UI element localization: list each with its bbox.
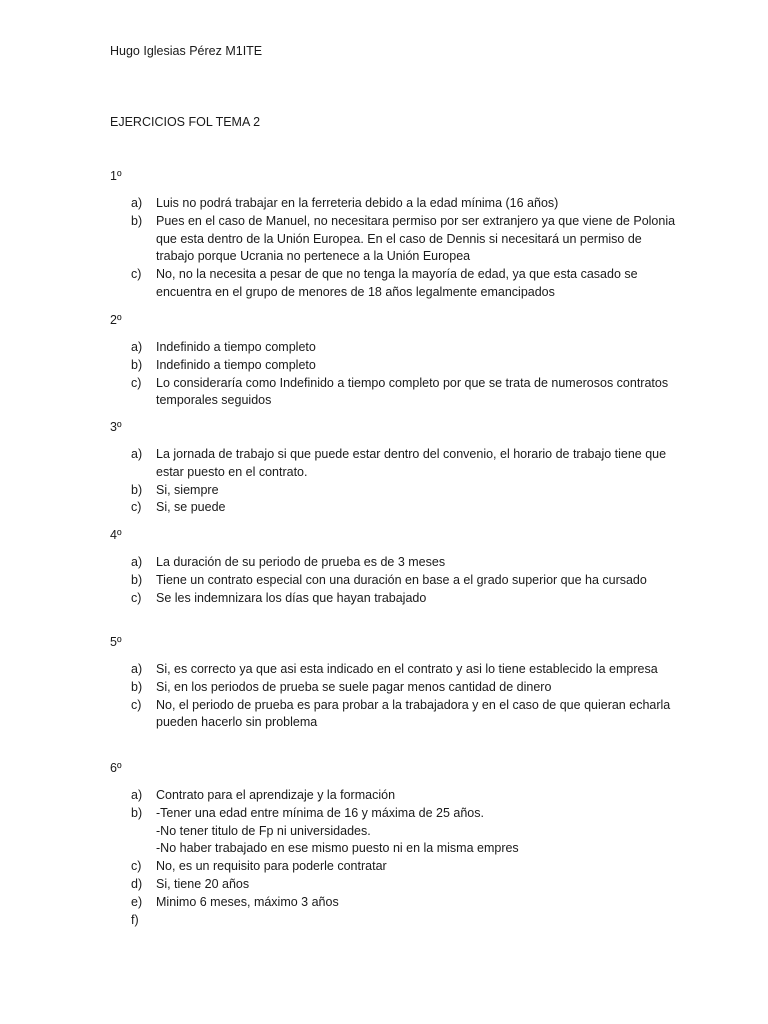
answer-marker: c) (131, 500, 142, 515)
answer-item (0, 912, 676, 930)
answer-marker: f) (131, 912, 139, 927)
answer-text: Si, tiene 20 años (156, 876, 250, 891)
answer-marker: a) (131, 662, 143, 676)
answer-item (0, 894, 676, 912)
answer-item (0, 482, 676, 500)
answer-item (0, 213, 676, 266)
answer-text: La duración de su periodo de prueba es de 3 meses (156, 555, 446, 569)
answer-text: La jornada de trabajo si que puede estar dentro del convenio, el horario de trabajo tiene que estar puesto en el contrato. (156, 447, 667, 479)
answer-text (156, 912, 676, 930)
answer-item (0, 499, 676, 517)
answer-marker: c) (131, 590, 142, 605)
answer-text: Si, siempre (156, 482, 219, 497)
exercise-label-2: 2º (110, 313, 122, 327)
exercise-label-6: 6º (110, 761, 122, 775)
document-title: EJERCICIOS FOL TEMA 2 (110, 115, 261, 129)
answer-item (0, 266, 676, 302)
answer-text: Si, es correcto ya que asi esta indicado en el contrato y asi lo tiene establecido la empresa (156, 662, 658, 676)
answer-marker: a) (131, 447, 143, 461)
answer-item (0, 357, 676, 375)
exercise-label-1: 1º (110, 169, 122, 183)
answer-item (0, 787, 676, 805)
answer-marker: a) (131, 340, 143, 354)
answer-list-3 (0, 446, 768, 517)
answer-marker: c) (131, 697, 142, 712)
answer-text: No, no la necesita a pesar de que no tenga la mayoría de edad, ya que esta casado se encuentra en el grupo de menores de 18 años legalmente emancipados (156, 267, 638, 299)
answer-marker: c) (131, 859, 142, 874)
author-line: Hugo Iglesias Pérez M1ITE (110, 44, 263, 58)
answer-marker: c) (131, 375, 142, 390)
answer-marker: b) (131, 572, 143, 587)
answer-text: Indefinido a tiempo completo (156, 340, 316, 354)
answer-marker: b) (131, 357, 143, 372)
answer-list-6 (0, 787, 768, 929)
answer-text: No, el periodo de prueba es para probar a la trabajadora y en el caso de que quieran echarla pueden hacerlo sin problema (156, 697, 671, 730)
answer-text: Luis no podrá trabajar en la ferreteria debido a la edad mínima (16 años) (156, 196, 559, 210)
answer-item (0, 195, 676, 213)
answer-text: Pues en el caso de Manuel, no necesitara permiso por ser extranjero ya que viene de Polonia que esta dentro de la Unión Europea. En el caso de Dennis si necesitará un permiso de trabajo porque Ucrania no pertenece a la Unión Europea (156, 213, 676, 264)
exercise-label-4: 4º (110, 528, 122, 542)
answer-text: No, es un requisito para poderle contratar (156, 859, 387, 874)
answer-item (0, 339, 676, 357)
answer-marker: c) (131, 267, 142, 282)
answer-text: Indefinido a tiempo completo (156, 357, 316, 372)
answer-list-4 (0, 554, 768, 607)
answer-item (0, 679, 676, 697)
answer-item (0, 554, 676, 572)
exercise-label-5: 5º (110, 635, 122, 649)
answer-marker: b) (131, 482, 143, 497)
answer-item (0, 446, 676, 482)
answer-marker: d) (131, 876, 143, 891)
answer-text: Contrato para el aprendizaje y la formación (156, 788, 396, 802)
answer-marker: e) (131, 894, 143, 909)
answer-item (0, 805, 676, 858)
answer-item (0, 572, 676, 590)
answer-list-2 (0, 339, 768, 410)
answer-text: Si, se puede (156, 500, 226, 515)
answer-text: Minimo 6 meses, máximo 3 años (156, 894, 339, 909)
answer-marker: b) (131, 805, 143, 820)
answer-marker: a) (131, 788, 143, 802)
answer-marker: b) (131, 213, 143, 228)
answer-text: Se les indemnizara los días que hayan trabajado (156, 590, 427, 605)
answer-item (0, 375, 676, 411)
answer-text: Tiene un contrato especial con una duración en base a el grado superior que ha cursado (156, 572, 647, 587)
answer-text: Si, en los periodos de prueba se suele pagar menos cantidad de dinero (156, 679, 552, 694)
answer-item (0, 697, 676, 733)
answer-item (0, 661, 676, 679)
answer-item (0, 858, 676, 876)
exercise-label-3: 3º (110, 420, 122, 434)
answer-item (0, 590, 676, 608)
answer-marker: a) (131, 555, 143, 569)
answer-list-5 (0, 661, 768, 732)
answer-text: Lo consideraría como Indefinido a tiempo completo por que se trata de numerosos contratos temporales seguidos (156, 375, 669, 408)
answer-list-1 (0, 195, 768, 302)
answer-text: -Tener una edad entre mínima de 16 y máxima de 25 años. -No tener titulo de Fp ni universidades. -No haber trabajado en ese mismo puesto ni en la misma empres (156, 805, 519, 856)
answer-item (0, 876, 676, 894)
answer-marker: a) (131, 196, 143, 210)
answer-marker: b) (131, 679, 143, 694)
